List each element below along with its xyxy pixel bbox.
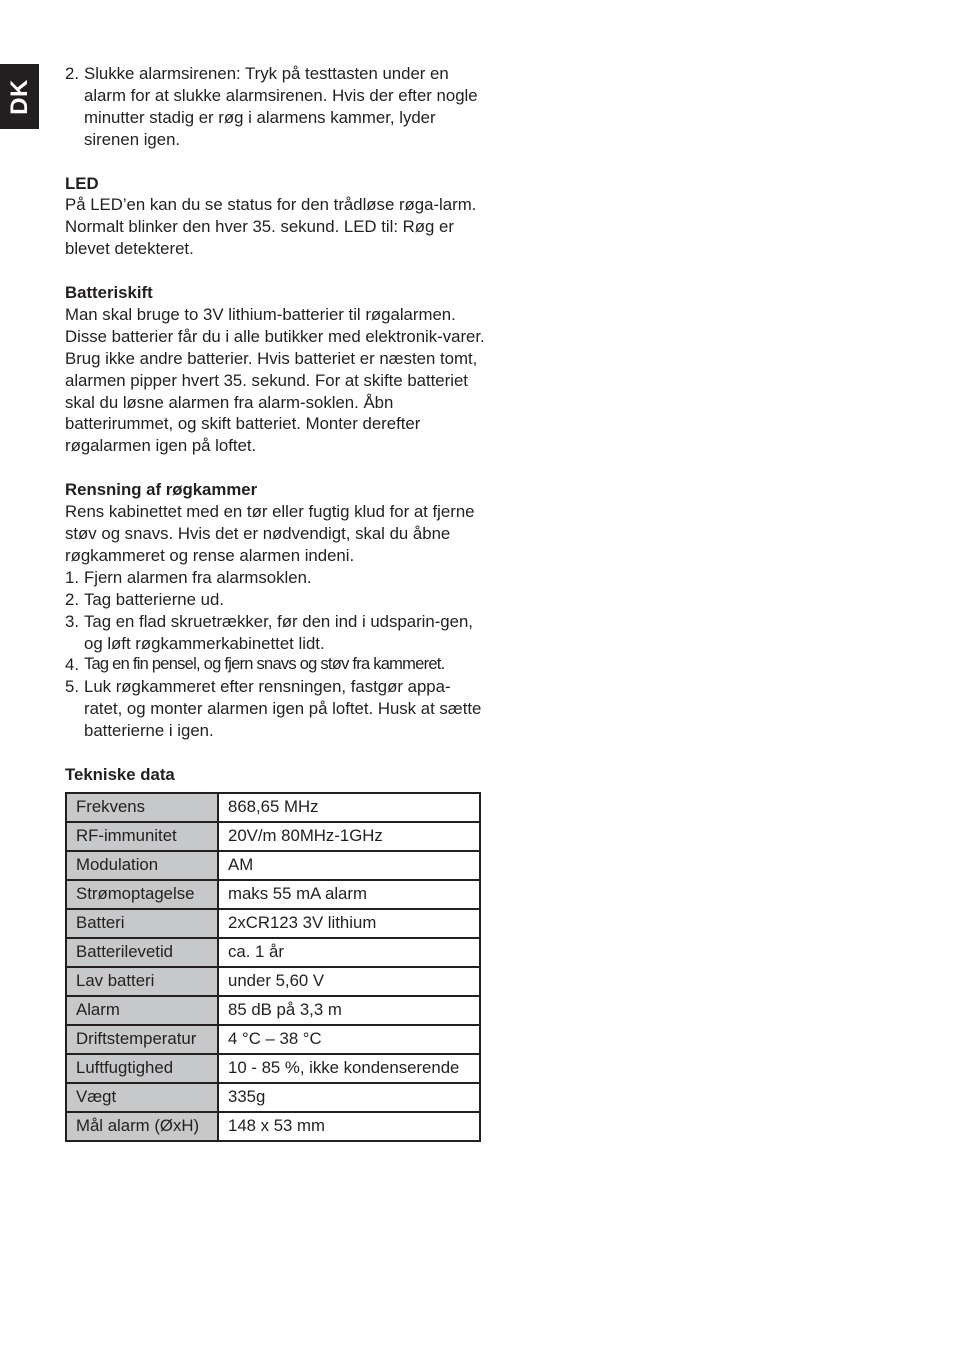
cleaning-body: Rens kabinettet med en tør eller fugtig klud for at fjerne støv og snavs. Hvis det er nødvendigt, skal du åbne røgkammeret og rense alarmen indeni. — [65, 502, 475, 565]
list-item-text: Fjern alarmen fra alarmsoklen. — [84, 567, 312, 587]
specs-table — [65, 792, 481, 1142]
spec-key: Mål alarm (ØxH) — [66, 1112, 218, 1141]
table-row — [66, 880, 480, 909]
spec-value: 868,65 MHz — [218, 793, 480, 822]
list-item-text: Tag en flad skruetrækker, før den ind i udsparin-gen, og løft røgkammerkabinettet lidt. — [84, 611, 473, 653]
led-heading: LED — [65, 173, 99, 193]
list-item-number: 3. — [65, 611, 79, 631]
spec-value: 335g — [218, 1083, 480, 1112]
spec-value: 20V/m 80MHz-1GHz — [218, 822, 480, 851]
spec-value: maks 55 mA alarm — [218, 880, 480, 909]
spec-key: Alarm — [66, 996, 218, 1025]
led-section — [65, 173, 485, 261]
spec-key: Modulation — [66, 851, 218, 880]
list-item-text: Slukke alarmsirenen: Tryk på testtasten under en alarm for at slukke alarmsirenen. Hvis der efter nogle minutter stadig er røg i alarmens kammer, lyder sirenen igen. — [84, 64, 478, 149]
spec-value: 148 x 53 mm — [218, 1112, 480, 1141]
list-item-number: 4. — [65, 655, 79, 675]
spec-value: 2xCR123 3V lithium — [218, 909, 480, 938]
battery-body: Man skal bruge to 3V lithium-batterier til røgalarmen. Disse batterier får du i alle butikker med elektronik-varer. Brug ikke andre batterier. Hvis batteriet er næsten tomt, alarmen pipper hvert 35. sekund. For at skifte batteriet skal du løsne alarmen fra alarm-soklen. Åbn batterirummet, og skift batteriet. Monter derefter røgalarmen igen på loftet. — [65, 304, 485, 456]
list-item — [65, 676, 485, 742]
spec-key: Driftstemperatur — [66, 1025, 218, 1054]
list-item — [65, 611, 485, 655]
list-item-text: Luk røgkammeret efter rensningen, fastgør appa-ratet, og monter alarmen igen på loftet. Husk at sætte batterierne i igen. — [84, 677, 482, 741]
list-item — [65, 567, 485, 589]
battery-section — [65, 282, 485, 457]
spec-value: ca. 1 år — [218, 938, 480, 967]
list-item-number: 2. — [65, 589, 79, 609]
table-row — [66, 851, 480, 880]
page-content — [65, 63, 485, 1142]
intro-list — [65, 63, 485, 151]
spec-key: RF-immunitet — [66, 822, 218, 851]
spec-key: Batteri — [66, 909, 218, 938]
table-row — [66, 1112, 480, 1141]
table-row — [66, 822, 480, 851]
list-item — [65, 63, 485, 151]
list-item — [65, 654, 485, 676]
list-item-number: 1. — [65, 567, 79, 587]
spec-value: under 5,60 V — [218, 967, 480, 996]
cleaning-heading: Rensning af røgkammer — [65, 480, 258, 500]
list-item-text: Tag batterierne ud. — [84, 589, 224, 609]
tech-heading: Tekniske data — [65, 764, 175, 784]
table-row — [66, 909, 480, 938]
spec-value: AM — [218, 851, 480, 880]
list-item-number: 2. — [65, 64, 79, 83]
table-row — [66, 1025, 480, 1054]
cleaning-section — [65, 479, 485, 742]
list-item-text: Tag en fin pensel, og fjern snavs og støv fra kammeret. — [84, 655, 445, 674]
spec-key: Luftfugtighed — [66, 1054, 218, 1083]
table-row — [66, 938, 480, 967]
table-row — [66, 1054, 480, 1083]
tech-section — [65, 764, 485, 1142]
table-row — [66, 1083, 480, 1112]
list-item-number: 5. — [65, 677, 79, 697]
spec-value: 10 - 85 %, ikke kondenserende — [218, 1054, 480, 1083]
spec-key: Vægt — [66, 1083, 218, 1112]
spec-key: Frekvens — [66, 793, 218, 822]
table-row — [66, 996, 480, 1025]
language-tab-label: DK — [5, 78, 33, 115]
language-tab — [0, 64, 39, 129]
led-body: På LED’en kan du se status for den trådløse røga-larm. Normalt blinker den hver 35. sekund. LED til: Røg er blevet detekteret. — [65, 195, 477, 259]
table-row — [66, 793, 480, 822]
spec-value: 85 dB på 3,3 m — [218, 996, 480, 1025]
spec-value: 4 °C – 38 °C — [218, 1025, 480, 1054]
spec-key: Lav batteri — [66, 967, 218, 996]
battery-heading: Batteriskift — [65, 283, 153, 303]
spec-key: Batterilevetid — [66, 938, 218, 967]
spec-key: Strømoptagelse — [66, 880, 218, 909]
table-row — [66, 967, 480, 996]
list-item — [65, 589, 485, 611]
